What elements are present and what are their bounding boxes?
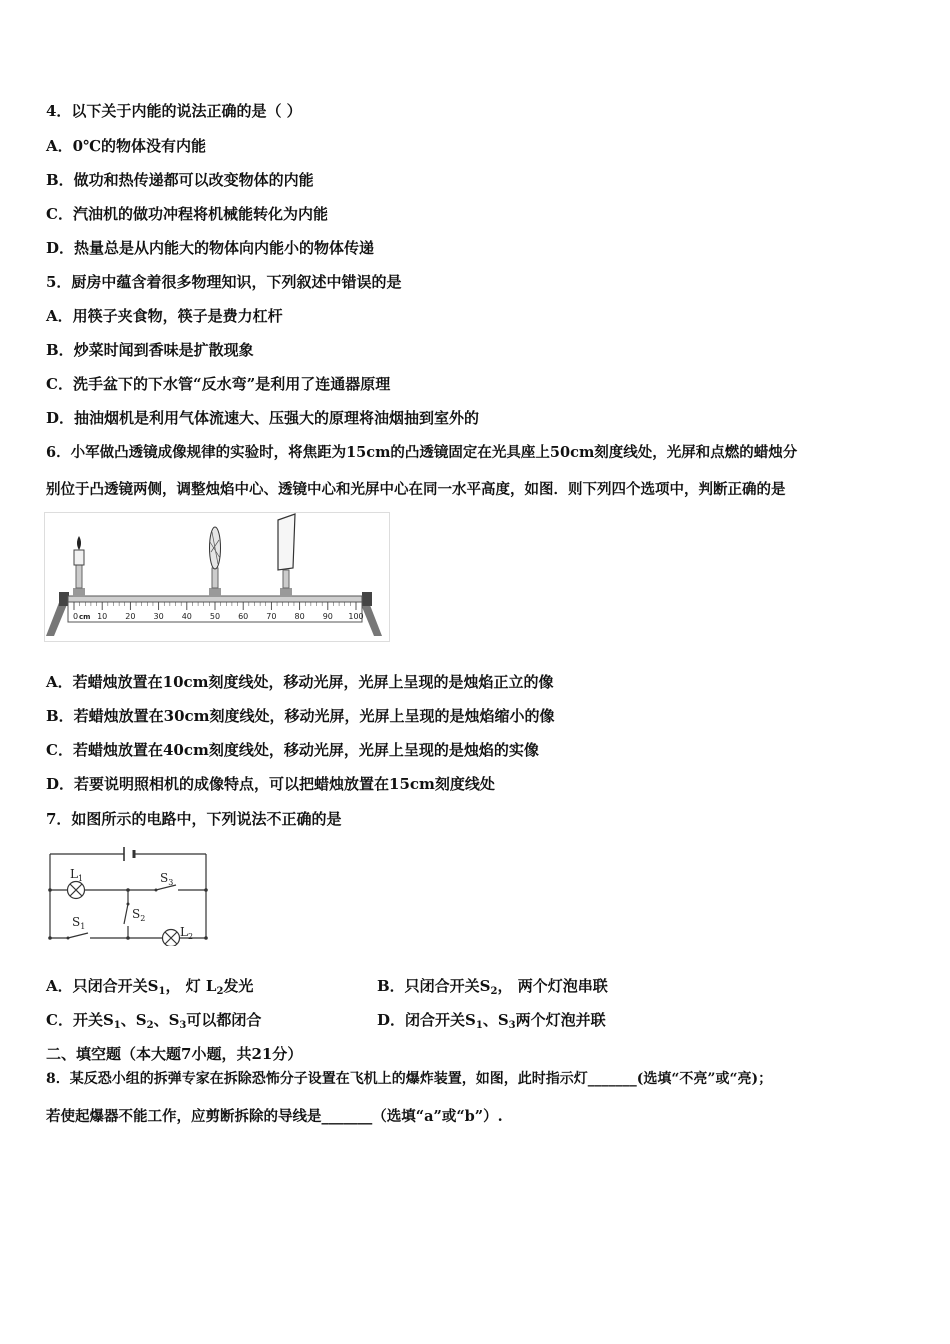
candle-stand (76, 564, 82, 588)
scale-unit-label: cm (79, 613, 91, 621)
label-l2: $L_2$ (180, 925, 194, 941)
label-s1: $S_1$ (72, 915, 86, 931)
q6-option-d: D．若要说明照相机的成像特点，可以把蜡烛放置在15cm刻度线处 (46, 775, 495, 793)
q7-option-c: C．开关$S_1$、$S_2$、$S_3$可以都闭合 (46, 1011, 262, 1031)
q6-stem-line1: 6．小军做凸透镜成像规律的实验时，将焦距为15cm的凸透镜固定在光具座上50cm刻度线处，光屏和点燃的蜡烛分 (46, 444, 798, 461)
scale-tick-label: 50 (209, 612, 221, 621)
candle-flame (77, 536, 81, 550)
scale-tick-label: 70 (266, 612, 277, 621)
s1-blade (68, 933, 88, 938)
q6-option-a: A．若蜡烛放置在10cm刻度线处，移动光屏，光屏上呈现的是烛焰正立的像 (46, 673, 554, 691)
q4-stem: 4．以下关于内能的说法正确的是（ ） (46, 102, 302, 120)
candle-holder-base (73, 588, 85, 597)
q8-line1: 8．某反恐小组的拆弹专家在拆除恐怖分子设置在飞机上的爆炸装置，如图，此时指示灯_______(选填“不亮”或“亮)； (46, 1071, 773, 1087)
label-s3: $S_3$ (160, 871, 174, 887)
bench-right-end (362, 592, 372, 606)
circuit-diagram (46, 844, 210, 946)
q5-option-d: D．抽油烟机是利用气体流速大、压强大的原理将油烟抽到室外的 (46, 409, 480, 427)
label-s2: $S_2$ (132, 907, 146, 923)
q6-stem-line2: 别位于凸透镜两侧，调整烛焰中心、透镜中心和光屏中心在同一水平高度，如图．则下列四个选项中，判断正确的是 (46, 481, 786, 498)
s2-blade (124, 904, 128, 924)
lens-holder-base (209, 588, 221, 597)
scale-tick-label: 60 (238, 612, 249, 621)
bulb-l2-cross (165, 932, 177, 944)
q7-option-b: B．只闭合开关$S_2$， 两个灯泡串联 (377, 977, 608, 997)
q8-line2: 若使起爆器不能工作，应剪断拆除的导线是_______（选填“a”或“b”）. (46, 1108, 503, 1125)
q7-stem: 7．如图所示的电路中，下列说法不正确的是 (46, 810, 342, 828)
screen-holder-base (280, 588, 292, 597)
q5-option-a: A．用筷子夹食物，筷子是费力杠杆 (46, 307, 283, 325)
label-l1: $L_1$ (70, 867, 84, 883)
scale-tick-label: 80 (294, 612, 305, 621)
scale-tick-label: 90 (322, 612, 333, 621)
optical-bench-figure (44, 512, 390, 642)
q6-option-b: B．若蜡烛放置在30cm刻度线处，移动光屏，光屏上呈现的是烛焰缩小的像 (46, 707, 555, 725)
scale-tick-label: 100 (348, 612, 364, 621)
q5-option-b: B．炒菜时闻到香味是扩散现象 (46, 341, 254, 359)
q4-option-d: D．热量总是从内能大的物体向内能小的物体传递 (46, 239, 375, 257)
candle (74, 550, 84, 565)
q4-option-c: C．汽油机的做功冲程将机械能转化为内能 (46, 205, 328, 223)
q7-option-d: D．闭合开关$S_1$、$S_3$两个灯泡并联 (377, 1011, 606, 1031)
bulb-l1-cross (70, 884, 82, 896)
scale-tick-label: 30 (153, 612, 164, 621)
q7-option-a: A．只闭合开关$S_1$， 灯 $L_2$发光 (46, 977, 254, 997)
scale-tick-label: 0 (73, 612, 79, 621)
q5-stem: 5．厨房中蕴含着很多物理知识，下列叙述中错误的是 (46, 273, 402, 291)
scale-tick-label: 10 (97, 612, 108, 621)
scale-tick-label: 20 (125, 612, 136, 621)
section-title-fill-blank: 二、填空题（本大题7小题，共21分） (46, 1045, 303, 1063)
q5-option-c: C．洗手盆下的下水管“反水弯”是利用了连通器原理 (46, 375, 391, 393)
lens-stand (212, 568, 218, 588)
q4-option-a: A．0℃的物体没有内能 (46, 137, 207, 155)
q4-option-b: B．做功和热传递都可以改变物体的内能 (46, 171, 314, 189)
scale-tick-label: 40 (181, 612, 192, 621)
q6-option-c: C．若蜡烛放置在40cm刻度线处，移动光屏，光屏上呈现的是烛焰的实像 (46, 741, 539, 759)
screen-stand (283, 570, 289, 588)
light-screen (278, 514, 295, 570)
